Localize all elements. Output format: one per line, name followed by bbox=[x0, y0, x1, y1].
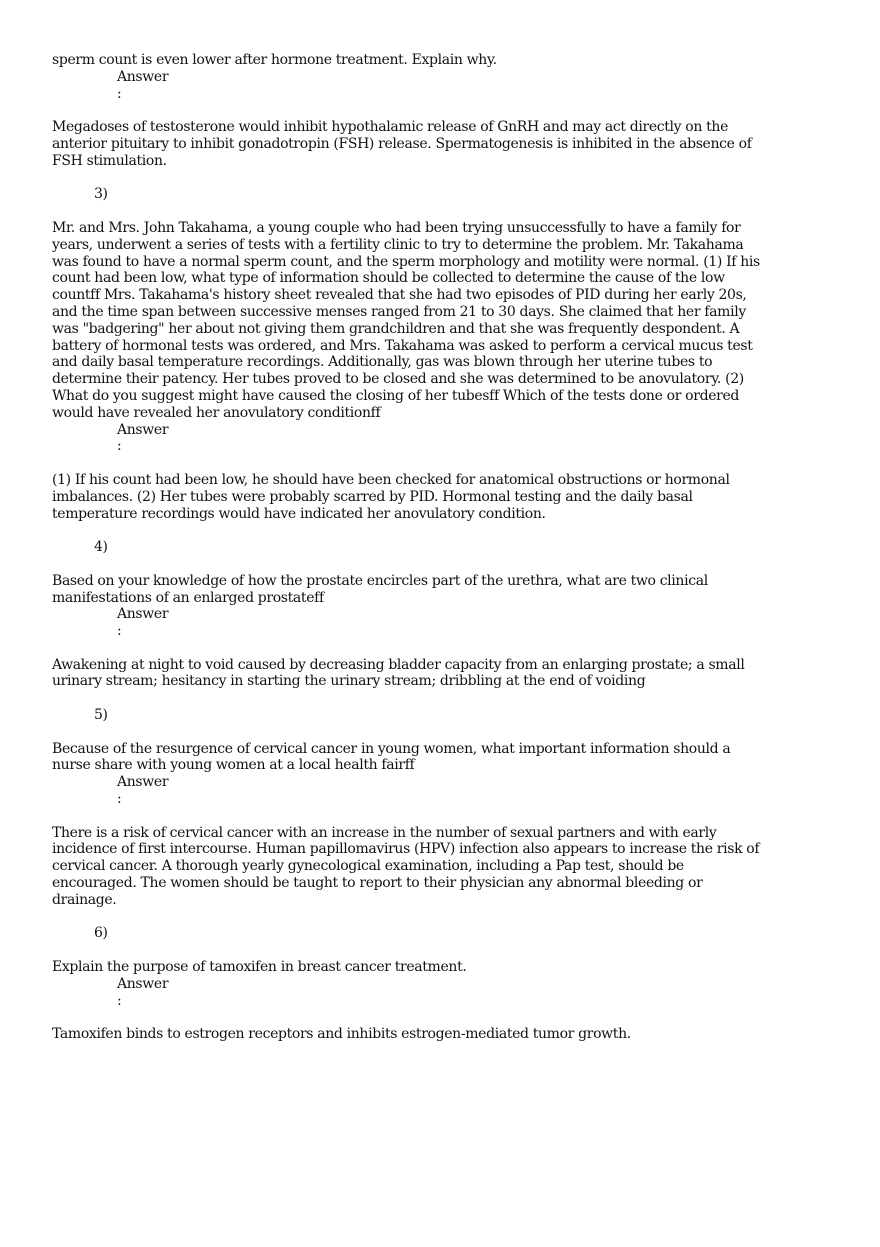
answer-colon: : bbox=[117, 623, 122, 640]
document-body bbox=[52, 52, 842, 1060]
question-text-line: was found to have a normal sperm count, and the sperm morphology and motility were normal. (1) If his bbox=[52, 253, 760, 270]
spacer bbox=[52, 203, 842, 220]
answer-text-line: drainage. bbox=[52, 891, 117, 908]
answer-label: Answer bbox=[117, 606, 169, 623]
answer-text-line: Megadoses of testosterone would inhibit hypothalamic release of GnRH and may act directly on the bbox=[52, 119, 729, 136]
question-text-line: and daily basal temperature recordings. Additionally, gas was blown through her uterine tubes to bbox=[52, 354, 713, 371]
answer-label: Answer bbox=[117, 975, 169, 992]
question-number: 3) bbox=[94, 186, 108, 203]
answer-text-line: (1) If his count had been low, he should have been checked for anatomical obstructions or hormonal bbox=[52, 471, 730, 488]
answer-colon: : bbox=[117, 791, 122, 808]
question-text-line: and the time span between successive menses ranged from 21 to 30 days. She claimed that her family bbox=[52, 303, 746, 320]
spacer bbox=[52, 808, 842, 825]
answer-text-line: urinary stream; hesitancy in starting the urinary stream; dribbling at the end of voiding bbox=[52, 673, 646, 690]
question-text-line: sperm count is even lower after hormone treatment. Explain why. bbox=[52, 52, 497, 68]
question-text-line: was "badgering" her about not giving them grandchildren and that she was frequently despondent. A bbox=[52, 320, 740, 337]
answer-colon: : bbox=[117, 992, 122, 1009]
answer-text-line: temperature recordings would have indicated her anovulatory condition. bbox=[52, 505, 546, 522]
spacer bbox=[52, 455, 842, 472]
answer-colon: : bbox=[117, 438, 122, 455]
spacer bbox=[52, 1009, 842, 1026]
answer-colon: : bbox=[117, 85, 122, 102]
spacer bbox=[52, 556, 842, 573]
spacer bbox=[52, 102, 842, 119]
question-text-line: countff Mrs. Takahama's history sheet revealed that she had two episodes of PID during her early 20s, bbox=[52, 287, 747, 304]
answer-text-line: FSH stimulation. bbox=[52, 152, 167, 169]
question-number: 5) bbox=[94, 707, 108, 724]
question-text-line: years, underwent a series of tests with a fertility clinic to try to determine the problem. Mr. Takahama bbox=[52, 236, 744, 253]
question-text-line: Based on your knowledge of how the prostate encircles part of the urethra, what are two clinical bbox=[52, 572, 708, 589]
spacer bbox=[52, 170, 842, 187]
question-text-line: manifestations of an enlarged prostateff bbox=[52, 589, 324, 606]
spacer bbox=[52, 1043, 842, 1060]
answer-label: Answer bbox=[117, 421, 169, 438]
answer-label: Answer bbox=[117, 774, 169, 791]
answer-text-line: incidence of first intercourse. Human papillomavirus (HPV) infection also appears to increase the risk of bbox=[52, 841, 760, 858]
question-text-line: count had been low, what type of information should be collected to determine the cause of the low bbox=[52, 270, 725, 287]
spacer bbox=[52, 942, 842, 959]
answer-text-line: Awakening at night to void caused by decreasing bladder capacity from an enlarging prostate; a small bbox=[52, 656, 745, 673]
answer-text-line: There is a risk of cervical cancer with an increase in the number of sexual partners and with early bbox=[52, 824, 717, 841]
question-text-line: nurse share with young women at a local health fairff bbox=[52, 757, 415, 774]
question-text-line: Because of the resurgence of cervical cancer in young women, what important information should a bbox=[52, 740, 731, 757]
spacer bbox=[52, 724, 842, 741]
question-text-line: Explain the purpose of tamoxifen in breast cancer treatment. bbox=[52, 959, 467, 976]
spacer bbox=[52, 522, 842, 539]
answer-text-line: anterior pituitary to inhibit gonadotropin (FSH) release. Spermatogenesis is inhibited in the absence of bbox=[52, 135, 752, 152]
question-text-line: What do you suggest might have caused the closing of her tubesff Which of the tests done or ordered bbox=[52, 387, 740, 404]
question-text-line: battery of hormonal tests was ordered, and Mrs. Takahama was asked to perform a cervical mucus test bbox=[52, 337, 753, 354]
question-text-line: would have revealed her anovulatory conditionff bbox=[52, 404, 381, 421]
answer-text-line: Tamoxifen binds to estrogen receptors and inhibits estrogen-mediated tumor growth. bbox=[52, 1026, 631, 1043]
question-text-line: Mr. and Mrs. John Takahama, a young couple who had been trying unsuccessfully to have a family for bbox=[52, 219, 741, 236]
answer-text-line: imbalances. (2) Her tubes were probably scarred by PID. Hormonal testing and the daily basal bbox=[52, 488, 693, 505]
answer-label: Answer bbox=[117, 68, 169, 85]
question-number: 6) bbox=[94, 925, 108, 942]
answer-text-line: cervical cancer. A thorough yearly gynecological examination, including a Pap test, should be bbox=[52, 858, 684, 875]
question-number: 4) bbox=[94, 539, 108, 556]
spacer bbox=[52, 690, 842, 707]
answer-text-line: encouraged. The women should be taught to report to their physician any abnormal bleeding or bbox=[52, 875, 703, 892]
spacer bbox=[52, 640, 842, 657]
spacer bbox=[52, 909, 842, 926]
question-text-line: determine their patency. Her tubes proved to be closed and she was determined to be anovulatory. (2) bbox=[52, 371, 744, 388]
